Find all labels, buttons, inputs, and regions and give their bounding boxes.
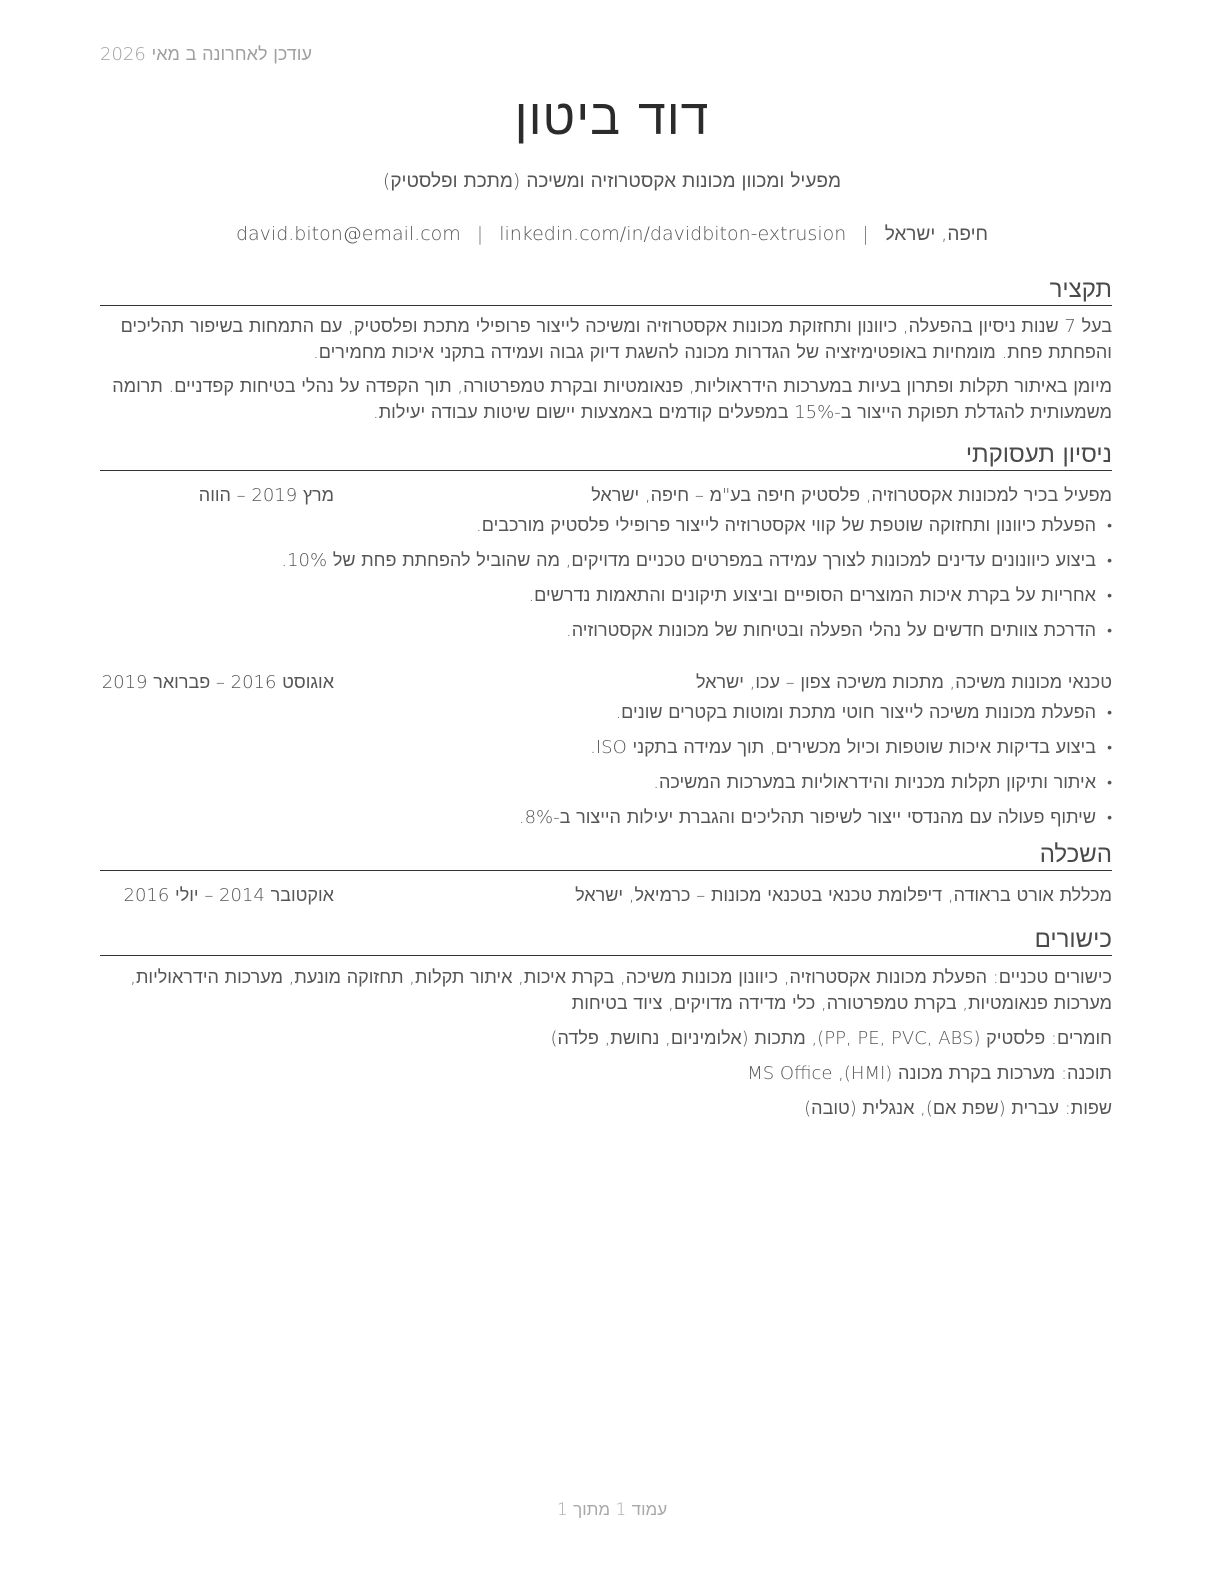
job-bullet: • שיתוף פעולה עם מהנדסי ייצור לשיפור תהליכים והגברת יעילות הייצור ב-8%. <box>100 805 1112 831</box>
candidate-name: דוד ביטון <box>514 88 710 146</box>
resume-body <box>100 275 1112 1122</box>
job-bullet: • הפעלת כיוונון ותחזוקה שוטפת של קווי אקסטרוזיה לייצור פרופילי פלסטיק מורכבים. <box>100 513 1112 539</box>
contact-linkedin[interactable]: linkedin.com/in/davidbiton-extrusion <box>499 223 847 245</box>
summary-paragraph: בעל 7 שנות ניסיון בהפעלה, כיוונון ותחזוקת מכונות אקסטרוזיה ומשיכה לייצור פרופילי מתכת ופלסטיק, עם התמחות בשיפור תהליכים והפחתת פחת. מומחיות באופטימיזציה של הגדרות מכונה להשגת דיוק גבוה ועמידה בתקני איכות מחמירים. <box>120 316 1112 363</box>
summary-paragraph: מיומן באיתור תקלות ופתרון בעיות במערכות הידראוליות, פנאומטיות ובקרת טמפרטורה, תוך הקפדה על נהלי בטיחות קפדניים. תרומה משמעותית להגדלת תפוקת הייצור ב-15% במפעלים קודמים באמצעות יישום שיטות עבודה יעילות. <box>112 376 1112 423</box>
contact-email[interactable]: david.biton@email.com <box>235 223 461 245</box>
job-bullet: • אחריות על בקרת איכות המוצרים הסופיים וביצוע תיקונים והתאמות נדרשים. <box>100 583 1112 609</box>
skills-line: תוכנה: מערכות בקרת מכונה (HMI), MS Office <box>747 1063 1112 1084</box>
education-institution: מכללת אורט בראודה, דיפלומת טכנאי בטכנאי מכונות – כרמיאל, ישראל <box>575 885 1112 906</box>
job-entry <box>100 483 1112 644</box>
skills-section <box>100 925 1112 1122</box>
summary-section <box>100 275 1112 426</box>
job-bullet: • איתור ותיקון תקלות מכניות והידראוליות במערכות המשיכה. <box>100 770 1112 796</box>
last-updated-note: עודכן לאחרונה ב מאי 2026 <box>100 44 312 65</box>
contact-line <box>0 223 1224 246</box>
skills-line: כישורים טכניים: הפעלת מכונות אקסטרוזיה, כיוונון מכונות משיכה, בקרת איכות, איתור תקלות, תחזוקה מונעת, מערכות הידראוליות, מערכות פנאומטיות, בקרת טמפרטורה, כלי מדידה מדויקים, ציוד בטיחות <box>130 967 1112 1014</box>
job-bullet: • ביצוע כיוונונים עדינים למכונות לצורך עמידה במפרטים טכניים מדויקים, מה שהוביל להפחתת פחת של 10%. <box>100 548 1112 574</box>
job-bullets <box>100 513 1112 644</box>
education-entry <box>100 883 1112 909</box>
job-header <box>100 670 1112 696</box>
job-header <box>100 483 1112 509</box>
contact-separator: | <box>476 223 484 245</box>
section-title-education: השכלה <box>100 840 1112 871</box>
education-dates: אוקטובר 2014 – יולי 2016 <box>123 885 334 906</box>
section-title-summary: תקציר <box>100 275 1112 306</box>
section-title-skills: כישורים <box>100 925 1112 956</box>
job-title: טכנאי מכונות משיכה, מתכות משיכה צפון – עכו, ישראל <box>695 672 1112 693</box>
job-bullet: • הפעלת מכונות משיכה לייצור חוטי מתכת ומוטות בקטרים שונים. <box>100 700 1112 726</box>
education-section <box>100 840 1112 909</box>
candidate-headline: מפעיל ומכוון מכונות אקסטרוזיה ומשיכה (מתכת ופלסטיק) <box>382 170 842 192</box>
skills-line: שפות: עברית (שפת אם), אנגלית (טובה) <box>804 1098 1112 1119</box>
job-dates: מרץ 2019 – הווה <box>198 485 334 506</box>
skills-line: חומרים: פלסטיק (PP, PE, PVC, ABS), מתכות (אלומיניום, נחושת, פלדה) <box>550 1028 1112 1049</box>
job-bullet: • הדרכת צוותים חדשים על נהלי הפעלה ובטיחות של מכונות אקסטרוזיה. <box>100 618 1112 644</box>
job-entry <box>100 670 1112 831</box>
job-bullets <box>100 700 1112 831</box>
experience-section <box>100 440 1112 831</box>
page-number: עמוד 1 מתוך 1 <box>556 1500 668 1520</box>
job-dates: אוגוסט 2016 – פברואר 2019 <box>101 672 334 693</box>
contact-location: חיפה, ישראל <box>884 223 989 245</box>
job-bullet: • ביצוע בדיקות איכות שוטפות וכיול מכשירים, תוך עמידה בתקני ISO. <box>100 735 1112 761</box>
section-title-experience: ניסיון תעסוקתי <box>100 440 1112 471</box>
contact-separator: | <box>862 223 869 245</box>
job-title: מפעיל בכיר למכונות אקסטרוזיה, פלסטיק חיפה בע"מ – חיפה, ישראל <box>591 485 1112 506</box>
